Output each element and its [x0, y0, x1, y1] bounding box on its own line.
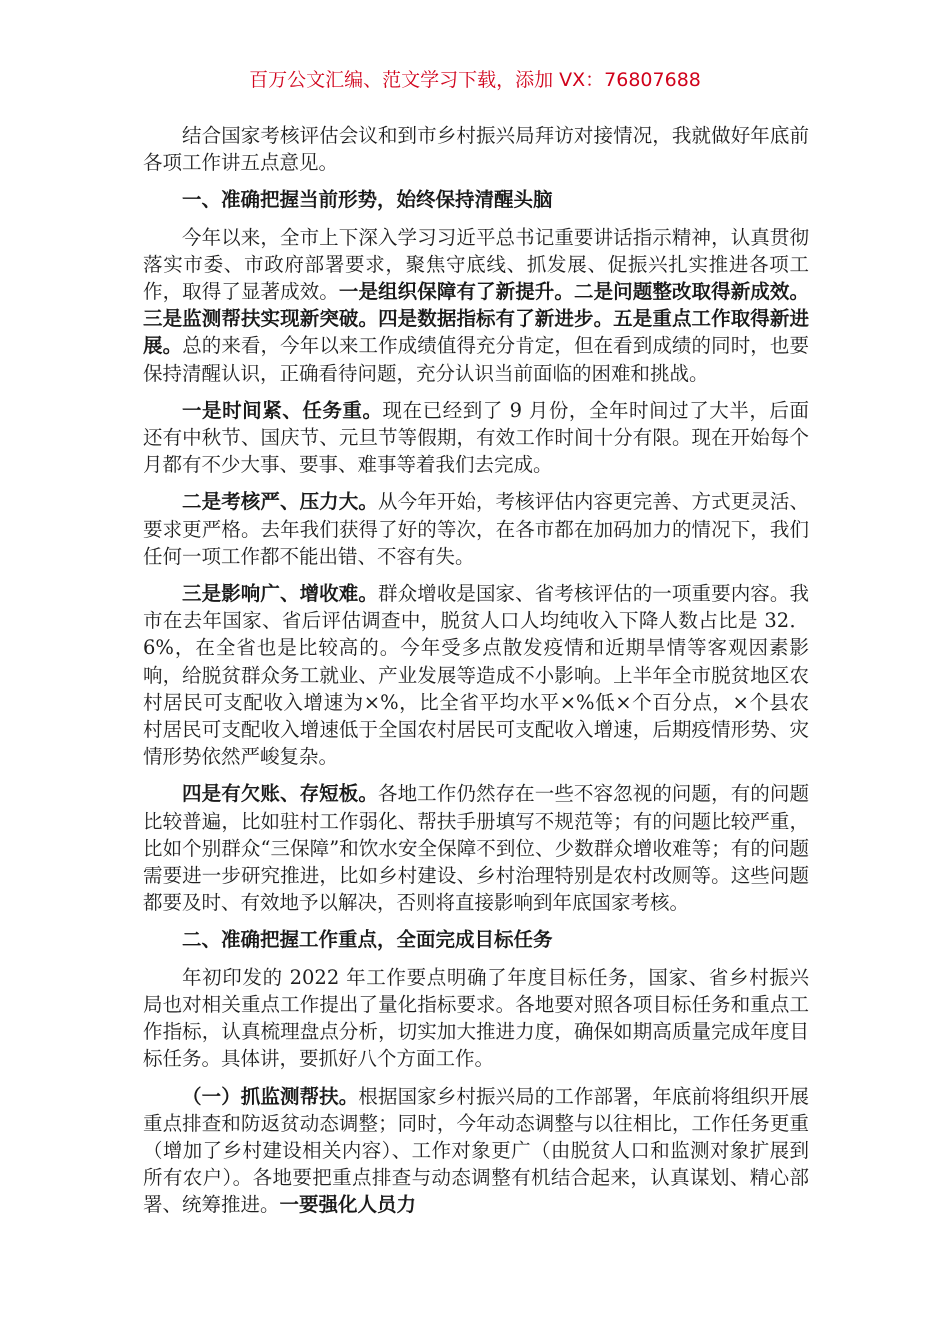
section-2-heading: 二、准确把握工作重点，全面完成目标任务 — [182, 928, 553, 952]
paragraph-income — [143, 580, 809, 770]
paragraph-text: 根据国家乡村振兴局的工作部署，年底前将组织开展重点排查和防返贫动态调整；同时，今年动态调整与以往相比，工作任务更重（增加了乡村建设相关内容）、工作对象更广（由脱贫人口和监测对象扩展到所有农户）。各地要把重点排查与动态调整有机结合起来，认真谋划、精心部署、统筹推进。 — [143, 1084, 809, 1217]
paragraph-bold-lead: 三是影响广、增收难。 — [182, 582, 378, 606]
paragraph-bold-text: 一是组织保障有了新提升。二是问题整改取得新成效。三是监测帮扶实现新突破。四是数据指标有了新进步。五是重点工作取得新进展。 — [143, 280, 809, 358]
paragraph-assessment — [143, 488, 809, 570]
paragraph-bold-lead: 一是时间紧、任务重。 — [182, 398, 383, 422]
paragraph-text: 各地工作仍然存在一些不容忽视的问题，有的问题比较普遍，比如驻村工作弱化、帮扶手册填写不规范等；有的问题比较严重，比如个别群众“三保障”和饮水安全保障不到位、少数群众增收难等；有的问题需要进一步研究推进，比如乡村建设、乡村治理特别是农村改厕等。这些问题都要及时、有效地予以解决，否则将直接影响到年底国家考核。 — [143, 782, 809, 915]
paragraph-text: 现在已经到了 9 月份，全年时间过了大半，后面还有中秋节、国庆节、元旦节等假期，有效工作时间十分有限。现在开始每个月都有不少大事、要事、难事等着我们去完成。 — [143, 398, 809, 477]
paragraph-bold-lead: 二是考核严、压力大。 — [182, 490, 378, 514]
header-watermark-text: 百万公文汇编、范文学习下载，添加 VX：76807688 — [249, 69, 701, 91]
paragraph-bold-lead: 四是有欠账、存短板。 — [182, 782, 378, 806]
paragraph-text: 总的来看，今年以来工作成绩值得充分肯定，但在看到成绩的同时，也要保持清醒认识，正确看待问题，充分认识当前面临的困难和挑战。 — [143, 334, 809, 385]
paragraph-text: 今年以来，全市上下深入学习习近平总书记重要讲话指示精神，认真贯彻落实市委、市政府部署要求，聚焦守底线、抓发展、促振兴扎实推进各项工作，取得了显著成效。 — [143, 225, 809, 304]
paragraph-text: 群众增收是国家、省考核评估的一项重要内容。我市在去年国家、省后评估调查中，脱贫人口人均纯收入下降人数占比是 32．6%，在全省也是比较高的。今年受多点散发疫情和近期旱情等客观因素影响，给脱贫群众务工就业、产业发展等造成不小影响。上半年全市脱贫地区农村居民可支配收入增速为×%，比全省平均水平×%低×个百分点，×个县农村居民可支配收入增速低于全国农村居民可支配收入增速，后期疫情形势、灾情形势依然严峻复杂。 — [143, 582, 809, 769]
paragraph-time — [143, 397, 809, 479]
paragraph-situation — [143, 224, 809, 387]
paragraph-targets: 年初印发的 2022 年工作要点明确了年度目标任务，国家、省乡村振兴局也对相关重点工作提出了量化指标要求。各地要对照各项目标任务和重点工作指标，认真梳理盘点分析，切实加大推进力度，确保如期高质量完成年度目标任务。具体讲，要抓好八个方面工作。 — [143, 965, 809, 1071]
paragraph-monitoring — [143, 1083, 809, 1219]
paragraph-bold-tail: 一要强化人员力 — [279, 1193, 417, 1217]
intro-paragraph: 结合国家考核评估会议和到市乡村振兴局拜访对接情况，我就做好年底前各项工作讲五点意见。 — [143, 124, 809, 175]
paragraph-text: 从今年开始，考核评估内容更完善、方式更灵活、要求更严格。去年我们获得了好的等次，在各市都在加码加力的情况下，我们任何一项工作都不能出错、不容有失。 — [143, 490, 809, 568]
paragraph-shortcomings — [143, 780, 809, 916]
document-body — [143, 122, 809, 1229]
section-1-heading: 一、准确把握当前形势，始终保持清醒头脑 — [182, 188, 553, 212]
paragraph-bold-lead: （一）抓监测帮扶。 — [182, 1084, 359, 1108]
